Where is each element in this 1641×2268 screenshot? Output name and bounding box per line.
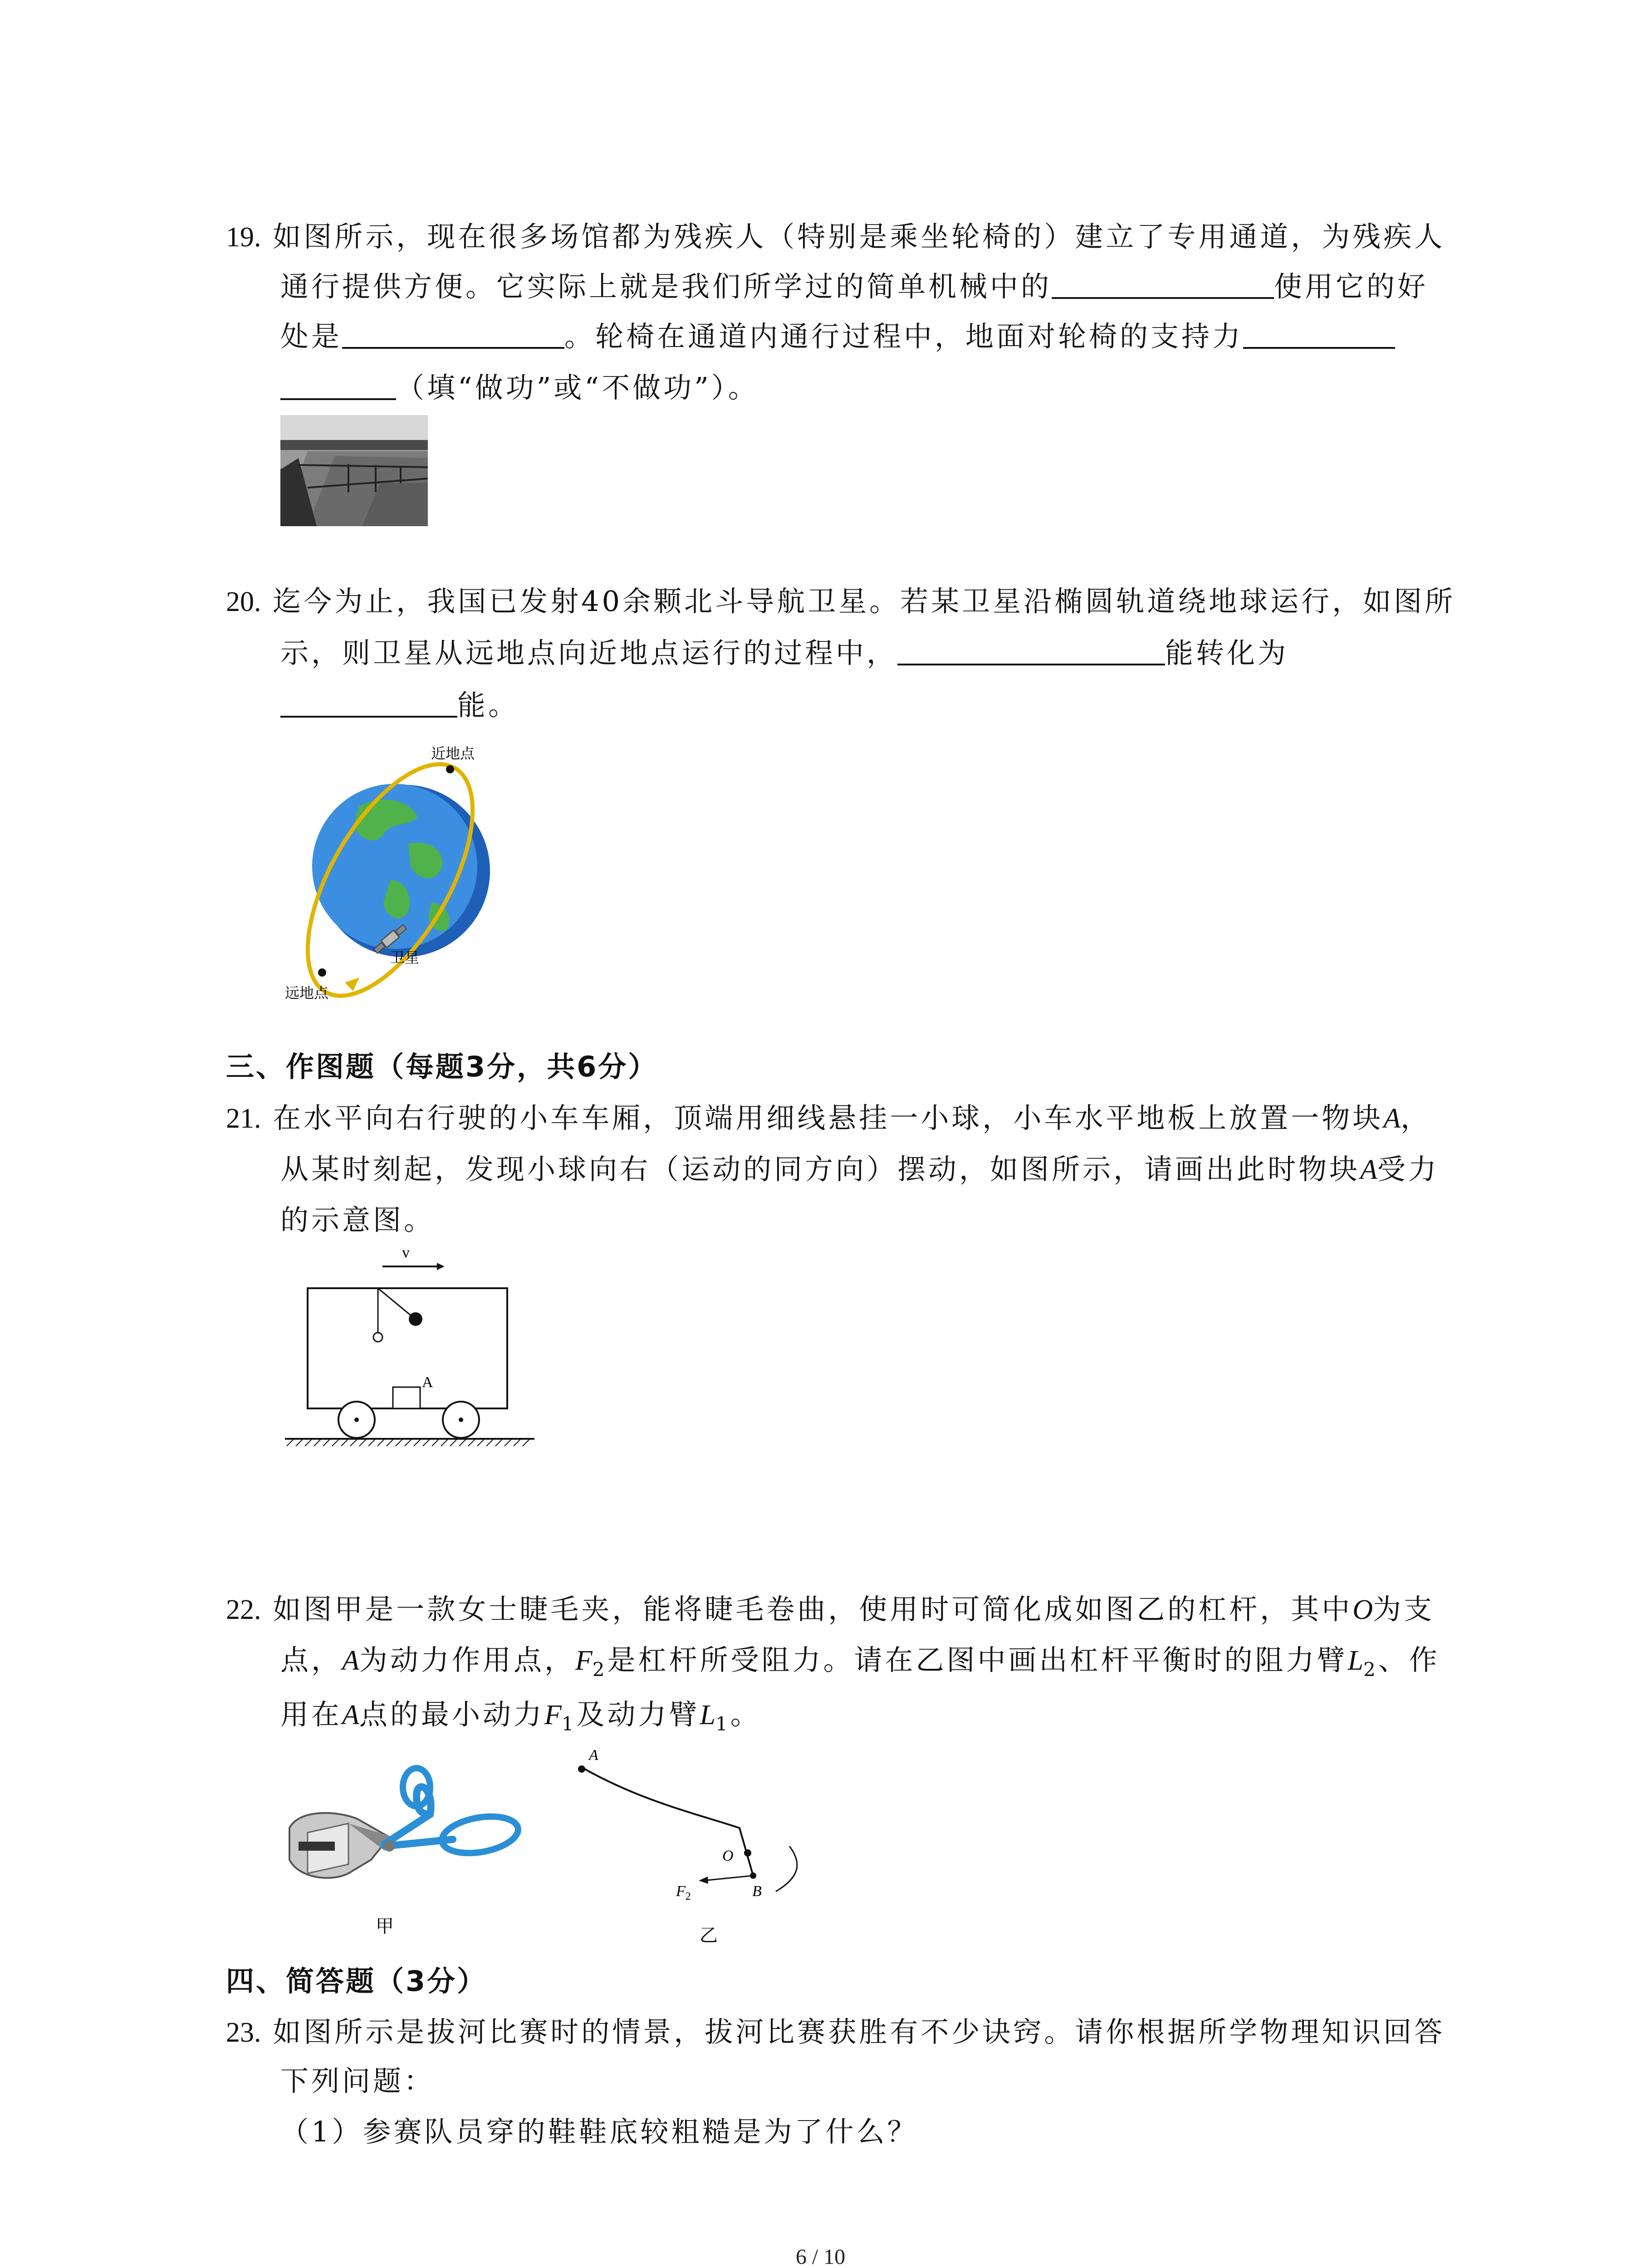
figure-yi-label: 乙 (700, 1925, 718, 1946)
ramp-photo (280, 415, 428, 526)
answer-blank[interactable] (1052, 269, 1274, 299)
q21-line1: 21. 在水平向右行驶的小车车厢，顶端用细线悬挂一小球，小车水平地板上放置一物块A， (226, 1101, 1432, 1134)
q21-line2: 从某时刻起，发现小球向右（运动的同方向）摆动，如图所示，请画出此时物块A受力 (280, 1153, 1439, 1186)
point-a-label: A (589, 1747, 598, 1764)
answer-blank[interactable] (1243, 319, 1395, 349)
answer-blank[interactable] (280, 370, 396, 400)
section-3-heading: 三、作图题（每题3分，共6分） (226, 1050, 658, 1083)
figure-jia-label: 甲 (376, 1916, 394, 1937)
q19-line3: 处是 。轮椅在通道内通行过程中，地面对轮椅的支持力 (280, 318, 1395, 355)
q20-line2: 示，则卫星从远地点向近地点运行的过程中， 能转化为 (280, 636, 1289, 670)
satellite-label: 卫星 (390, 949, 420, 966)
section-4-heading: 四、简答题（3分） (226, 1965, 487, 1998)
point-b-label: B (752, 1883, 762, 1900)
q23-line1: 23. 如图所示是拔河比赛时的情景，拔河比赛获胜有不少诀窍。请你根据所学物理知识回答 (226, 2015, 1445, 2048)
answer-blank[interactable] (280, 688, 457, 718)
lever-figure (563, 1742, 826, 1950)
q22-line1: 22. 如图甲是一款女士睫毛夹，能将睫毛卷曲，使用时可简化成如图乙的杠杆，其中O为支 (226, 1593, 1435, 1626)
satellite-orbit-figure (272, 730, 508, 1002)
page-number: 6 / 10 (795, 2245, 846, 2268)
eyelash-curler-figure (280, 1760, 544, 1937)
force-f2-label: $F_2$ (676, 1883, 691, 1902)
answer-blank[interactable] (897, 635, 1165, 665)
point-o-label: O (722, 1848, 734, 1864)
answer-blank[interactable] (342, 319, 564, 349)
q23-line3: （1）参赛队员穿的鞋鞋底较粗糙是为了什么？ (280, 2115, 918, 2148)
q22-line2: 点，A为动力作用点，$F_2$是杠杆所受阻力。请在乙图中画出杠杆平衡时的阻力臂$L_2$、作 (280, 1643, 1440, 1681)
perigee-label: 近地点 (431, 745, 475, 762)
q19-line2: 通行提供方便。它实际上就是我们所学过的简单机械中的 使用它的好 (280, 270, 1429, 303)
velocity-label: v (402, 1244, 410, 1261)
q19-line4: （填“做功”或“不做功”）。 (280, 370, 759, 406)
block-a-label: A (422, 1374, 433, 1391)
q22-line3: 用在A点的最小动力$F_1$及动力臂$L_1$。 (280, 1698, 761, 1735)
q20-line1: 20. 迄今为止，我国已发射40余颗北斗导航卫星。若某卫星沿椭圆轨道绕地球运行，如图所 (226, 585, 1456, 618)
apogee-label: 远地点 (285, 984, 329, 1002)
q23-line2: 下列问题： (280, 2064, 435, 2097)
q20-line3: 能。 (280, 687, 519, 723)
q21-line3: 的示意图。 (280, 1203, 435, 1237)
q19-line1: 19. 如图所示，现在很多场馆都为残疾人（特别是乘坐轮椅的）建立了专用通道，为残疾人 (226, 220, 1445, 253)
cart-figure (280, 1243, 539, 1452)
